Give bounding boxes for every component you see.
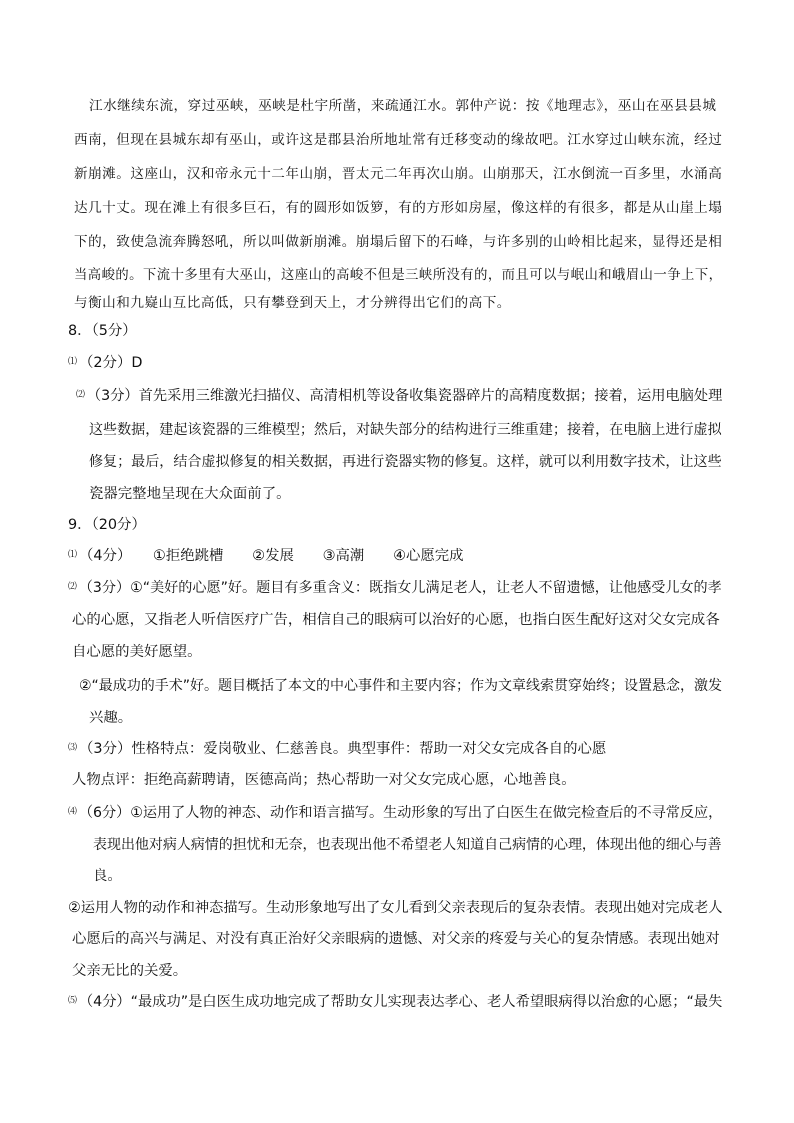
translation-line-7: 与衡山和九嶷山互比高低，只有攀登到天上，才分辨得出它们的高下。 [74, 295, 511, 311]
q8-part1-text: （2分）D [79, 355, 143, 371]
q9-heading: 9．（20分） [68, 517, 146, 533]
q9-part1-number: ⑴ [68, 550, 78, 560]
q9-part3-text-1: （3分）性格特点：爱岗敬业、仁慈善良。典型事件：帮助一对父女完成各自的心愿 [79, 741, 607, 757]
q9-part4-line-2: 表现出他对病人病情的担忧和无奈，也表现出他不希望老人知道自己病情的心理，体现出他的细心与善 [93, 837, 722, 853]
q9-part4-line-3: 良。 [93, 868, 122, 884]
q8-heading: 8．（5分） [68, 323, 137, 339]
q8-part2-line-1 [76, 389, 722, 403]
q8-part2-text-1: （3分）首先采用三维激光扫描仪、高清相机等设备收集瓷器碎片的高精度数据；接着，运用电脑处理 [86, 388, 723, 404]
translation-line-1: 江水继续东流，穿过巫峡，巫峡是杜宇所凿，来疏通江水。郭仲产说：按《地理志》，巫山在巫县县城 [89, 98, 717, 114]
q9-part2-line-2: 心的心愿，又指老人听信医疗广告，相信自己的眼病可以治好的心愿，也指白医生配好这对父女完成各 [72, 612, 720, 628]
q9-part5-number: ⑸ [68, 996, 77, 1006]
q9-part1 [68, 549, 464, 563]
q9-part1-text: （4分） ①拒绝跳槽 ②发展 ③高潮 ④心愿完成 [79, 548, 464, 564]
q8-part1-number: ⑴ [68, 357, 78, 367]
q8-part2-line-4: 瓷器完整地呈现在大众面前了。 [89, 486, 291, 502]
translation-line-5: 下的，致使急流奔腾怒吼，所以叫做新崩滩。崩塌后留下的石峰，与许多别的山岭相比起来，显得还是相 [74, 234, 723, 250]
translation-line-6: 当高峻的。下流十多里有大巫山，这座山的高峻不但是三峡所没有的，而且可以与岷山和峨眉山一争上下， [74, 267, 723, 283]
q8-part1 [68, 356, 142, 370]
q9-part4b-line-1: ②运用人物的动作和神态描写。生动形象地写出了女儿看到父亲表现后的复杂表情。表现出她对完成老人 [68, 900, 723, 916]
translation-line-3: 新崩滩。这座山，汉和帝永元十二年山崩，晋太元二年再次山崩。山崩那天，江水倒流一百多里，水涌高 [74, 166, 723, 182]
q9-part2-number: ⑵ [68, 582, 77, 592]
q9-part4b-line-3: 父亲无比的关爱。 [72, 963, 188, 979]
translation-line-2: 西南，但现在县城东却有巫山，或许这是郡县治所地址常有迁移变动的缘故吧。江水穿过山峡东流，经过 [74, 132, 723, 148]
q9-part2-text-1: （3分）①“美好的心愿”好。题目有多重含义：既指女儿满足老人，让老人不留遗憾，让他感受儿女的孝 [78, 580, 722, 596]
q9-part4-line-1 [68, 806, 722, 820]
q9-part2b-line-1: ②“最成功的手术”好。题目概括了本文的中心事件和主要内容；作为文章线索贯穿始终；设置悬念，激发 [79, 678, 723, 694]
q9-part3-line-2: 人物点评：拒绝高薪聘请，医德高尚；热心帮助一对父女完成心愿，心地善良。 [72, 772, 576, 788]
q9-part4-number: ⑷ [68, 807, 77, 817]
q9-part4b-line-2: 心愿后的高兴与满足、对没有真正治好父亲眼病的遗憾、对父亲的疼爱与关心的复杂情感。表现出她对 [72, 931, 720, 947]
q9-part4-text-1: （6分）①运用了人物的神态、动作和语言描写。生动形象的写出了白医生在做完检查后的不寻常反应， [78, 805, 723, 821]
q9-part2b-line-2: 兴趣。 [89, 710, 133, 726]
q9-part2-line-3: 自心愿的美好愿望。 [72, 644, 202, 660]
q9-part3-line-1 [68, 742, 606, 756]
q9-part2-line-1 [68, 581, 722, 595]
q9-part5-text-1: （4分）“最成功”是白医生成功地完成了帮助女儿实现表达孝心、老人希望眼病得以治愈的心愿；“最失 [78, 994, 723, 1010]
q8-part2-number: ⑵ [76, 390, 85, 400]
translation-line-4: 达几十丈。现在滩上有很多巨石，有的圆形如饭箩，有的方形如房屋，像这样的有很多，都是从山崖上塌 [74, 200, 723, 216]
q8-part2-line-2: 这些数据，建起该瓷器的三维模型；然后，对缺失部分的结构进行三维重建；接着，在电脑上进行虚拟 [89, 422, 722, 438]
q8-part2-line-3: 修复；最后，结合虚拟修复的相关数据，再进行瓷器实物的修复。这样，就可以利用数字技术，让这些 [89, 454, 722, 470]
q9-part3-number: ⑶ [68, 743, 78, 753]
q9-part5-line-1 [68, 995, 722, 1009]
